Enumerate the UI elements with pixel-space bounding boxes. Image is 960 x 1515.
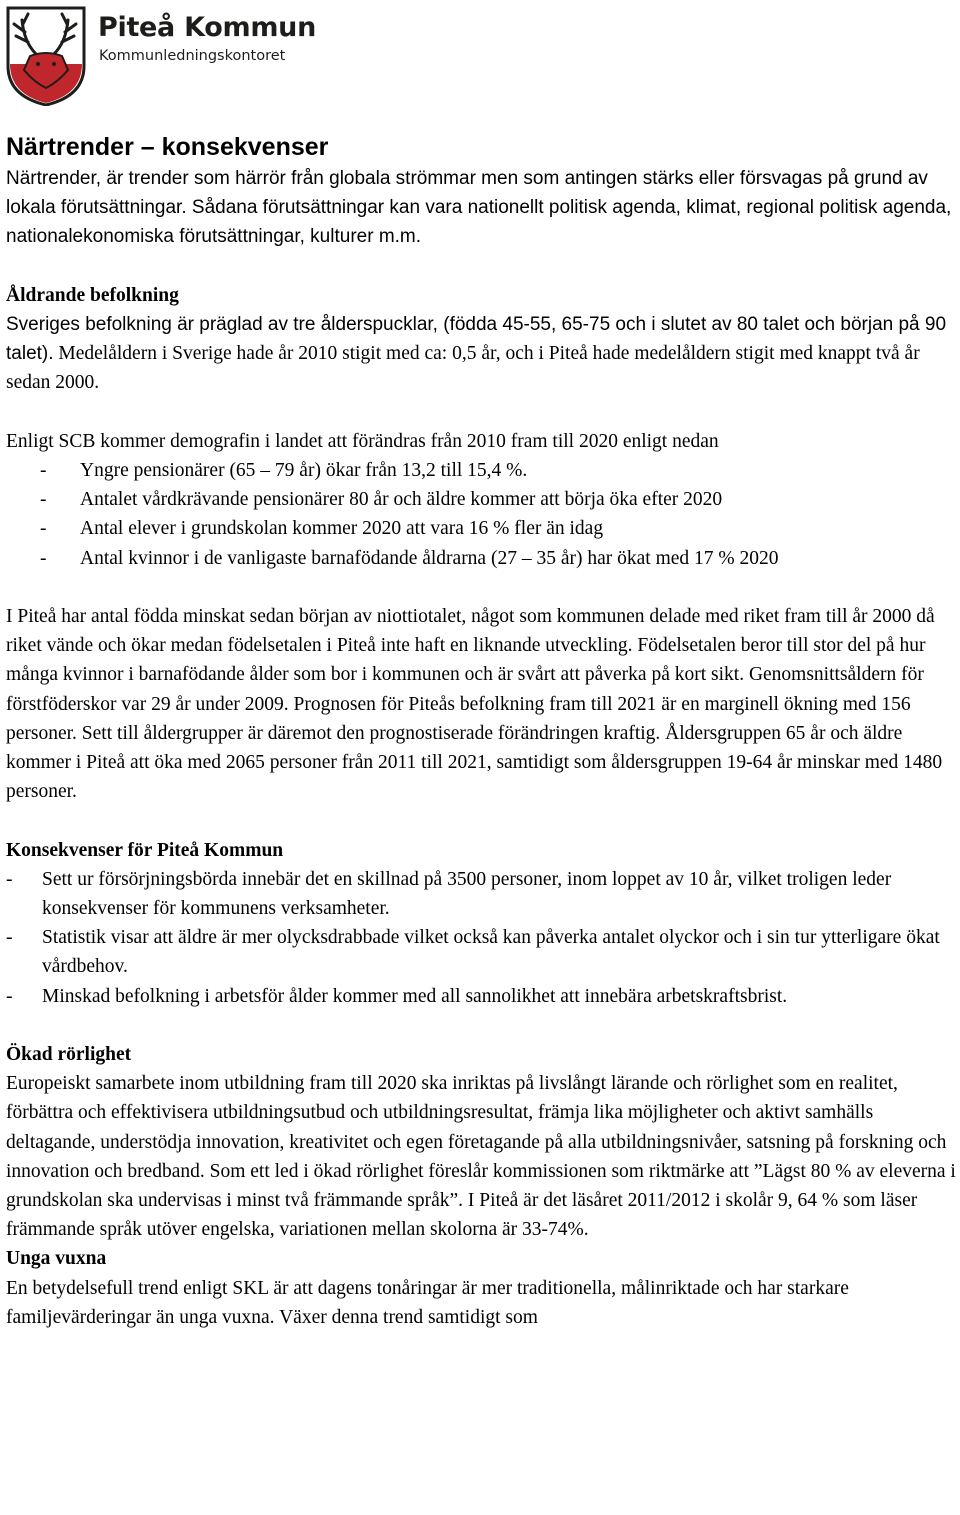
page-title: Närtrender – konsekvenser [6, 133, 329, 161]
spacer [6, 398, 956, 427]
section-heading-aldrande: Åldrande befolkning [6, 284, 179, 306]
list-item: - Statistik visar att äldre är mer olycksdrabbade vilket också kan påverka antalet olyckor och i sin tur ytterligare ökat vårdbehov. [6, 923, 956, 981]
unga-vuxna-paragraph: En betydelsefull trend enligt SKL är att dagens tonåringar är mer traditionella, målinriktade och har starkare familjevärderingar än unga vuxna. Växer denna trend samtidigt som [6, 1277, 849, 1328]
list-item: - Antalet vårdkrävande pensionärer 80 år och äldre kommer att börja öka efter 2020 [6, 485, 956, 514]
header-logo [6, 6, 316, 106]
department-name: Kommunledningskontoret [99, 48, 286, 64]
spacer [6, 806, 956, 835]
scb-list [6, 456, 956, 573]
list-item: - Yngre pensionärer (65 – 79 år) ökar från 13,2 till 15,4 %. [6, 456, 956, 485]
scb-intro: Enligt SCB kommer demografin i landet att förändras från 2010 fram till 2020 enligt nedan [6, 430, 719, 452]
spacer [6, 252, 956, 281]
section-heading-unga-vuxna: Unga vuxna [6, 1248, 107, 1270]
section-heading-rorlighet: Ökad rörlighet [6, 1044, 132, 1066]
document-body [6, 131, 956, 1332]
organization-name: Piteå Kommun [98, 12, 316, 43]
list-item: - Sett ur försörjningsbörda innebär det en skillnad på 3500 personer, inom loppet av 10 år, vilket troligen leder konsekvenser för kommunens verksamheter. [6, 865, 956, 923]
aldrande-paragraph [6, 310, 956, 398]
spacer [6, 1011, 956, 1040]
pitea-paragraph: I Piteå har antal födda minskat sedan början av niottiotalet, något som kommunen delade med riket fram till år 2000 då riket vände och ökar medan födelsetalen i Piteå inte haft en liknande utveckling. Födelsetalen beror till stor del på hur många kvinnor i barnafödande ålder som bor i kommunen och är svårt att påverka på kort sikt. Genomsnittsåldern för förstföderskor var 29 år under 2009. Prognosen för Piteås befolkning fram till 2021 är en marginell ökning med 156 personer. Sett till åldergrupper är däremot den prognostiserade förändringen kraftig. Åldersgruppen 65 år och äldre kommer i Piteå att öka med 2065 personer från 2011 till 2021, samtidigt som åldersgruppen 19-64 år minskar med 1480 personer. [6, 606, 943, 803]
reindeer-crest-icon [6, 6, 86, 106]
list-item: - Antal kvinnor i de vanligaste barnafödande åldrarna (27 – 35 år) har ökat med 17 % 2020 [6, 544, 956, 573]
spacer [6, 573, 956, 602]
rorlighet-paragraph: Europeiskt samarbete inom utbildning fram till 2020 ska inriktas på livslångt lärande och rörlighet som en realitet, förbättra och effektivisera utbildningsutbud och utbildningsresultat, främja lika möjligheter och aktivt samhälls deltagande, understödja innovation, kreativitet och egen företagande på alla utbildningsnivåer, satsning på forskning och innovation och bredband. Som ett led i ökad rörlighet föreslår kommissionen som riktmärke att ”Lägst 80 % av eleverna i grundskolan ska undervisas i minst två främmande språk”. I Piteå är det läsåret 2011/2012 i skolår 9, 64 % som läser främmande språk utöver engelska, variationen mellan skolorna är 33-74%. [6, 1073, 956, 1241]
konsekvenser-list [6, 865, 956, 1011]
list-item: - Minskad befolkning i arbetsför ålder kommer med all sannolikhet att innebära arbetskraftsbrist. [6, 982, 956, 1011]
list-item: - Antal elever i grundskolan kommer 2020 att vara 16 % fler än idag [6, 514, 956, 543]
section-heading-konsekvenser: Konsekvenser för Piteå Kommun [6, 839, 284, 861]
aldrande-text-sans: Sveriges befolkning är präglad av tre ålderspucklar, (födda 45-55, 65-75 och i slutet av 80 talet och början på 90 talet). [6, 314, 947, 365]
nartrender-paragraph: Närtrender, är trender som härrör från globala strömmar men som antingen stärks eller försvagas på grund av lokala förutsättningar. Sådana förutsättningar kan vara nationellt politisk agenda, klimat, regional politisk agenda, nationalekonomiska förutsättningar, kulturer m.m. [6, 168, 952, 248]
aldrande-text-serif: Medelåldern i Sverige hade år 2010 stigit med ca: 0,5 år, och i Piteå hade medelåldern stigit med knappt två år sedan 2000. [6, 343, 920, 394]
